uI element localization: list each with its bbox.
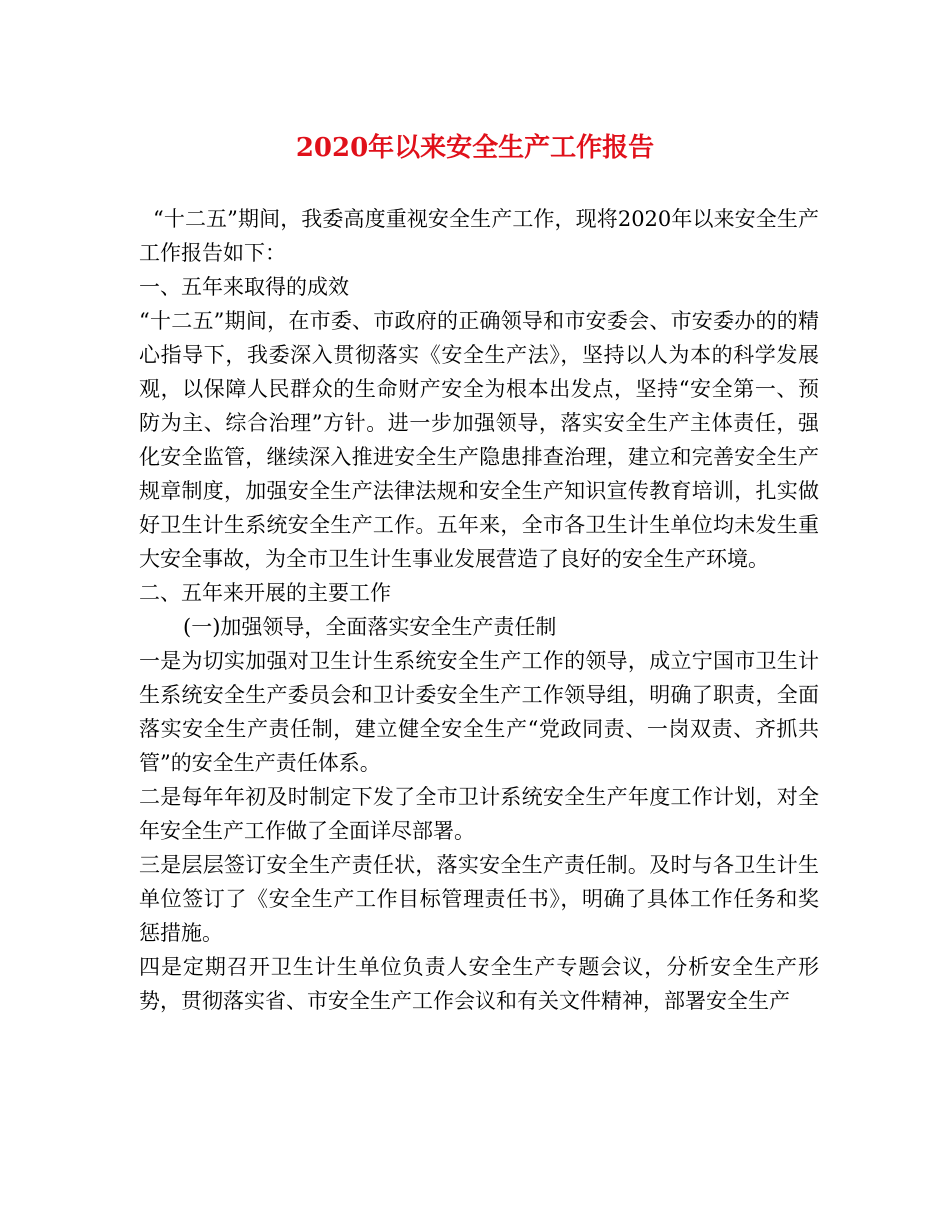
body-paragraph: “十二五”期间，在市委、市政府的正确领导和市安委会、市安委办的的精心指导下，我委深入贯彻落实《安全生产法》，坚持以人为本的科学发展观，以保障人民群众的生命财产安全为根本出发点，坚持“安全第一、预防为主、综合治理”方针。进一步加强领导，落实安全生产主体责任，强化安全监管，继续深入推进安全生产隐患排查治理，建立和完善安全生产规章制度，加强安全生产法律法规和安全生产知识宣传教育培训，扎实做好卫生计生系统安全生产工作。五年来，全市各卫生计生单位均未发生重大安全事故，为全市卫生计生事业发展营造了良好的安全生产环境。 xyxy=(139,309,819,571)
section-heading-1: 一、五年来取得的成效 xyxy=(139,275,349,299)
document-body xyxy=(139,202,819,1018)
intro-paragraph: “十二五”期间，我委高度重视安全生产工作，现将2020年以来安全生产工作报告如下： xyxy=(139,207,819,265)
body-paragraph: 一是为切实加强对卫生计生系统安全生产工作的领导，成立宁国市卫生计生系统安全生产委员会和卫计委安全生产工作领导组，明确了职责，全面落实安全生产责任制，建立健全安全生产“党政同责、一岗双责、齐抓共管”的安全生产责任体系。 xyxy=(139,649,819,775)
document-title: 2020年以来安全生产工作报告 xyxy=(295,133,655,163)
body-paragraph: 四是定期召开卫生计生单位负责人安全生产专题会议，分析安全生产形势，贯彻落实省、市安全生产工作会议和有关文件精神，部署安全生产 xyxy=(139,955,819,1013)
body-paragraph: 三是层层签订安全生产责任状，落实安全生产责任制。及时与各卫生计生单位签订了《安全生产工作目标管理责任书》，明确了具体工作任务和奖惩措施。 xyxy=(139,853,819,945)
subsection-heading-1: (一)加强领导，全面落实安全生产责任制 xyxy=(183,615,557,639)
body-paragraph: 二是每年年初及时制定下发了全市卫计系统安全生产年度工作计划，对全年安全生产工作做了全面详尽部署。 xyxy=(139,785,819,843)
section-heading-2: 二、五年来开展的主要工作 xyxy=(139,581,391,605)
